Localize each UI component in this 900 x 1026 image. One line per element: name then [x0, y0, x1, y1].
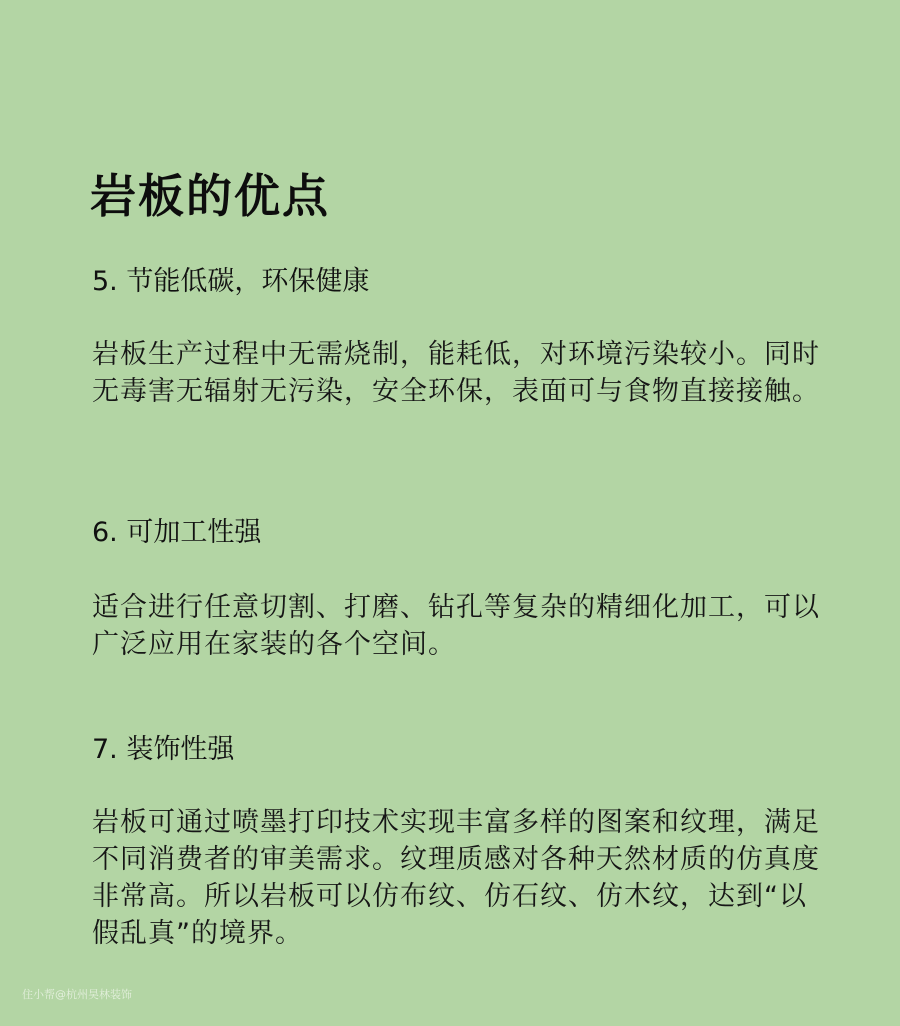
section-heading-energy-saving: 5. 节能低碳，环保健康	[92, 266, 370, 297]
section-body-decorative: 岩板可通过喷墨打印技术实现丰富多样的图案和纹理，满足不同消费者的审美需求。纹理质感对各种天然材质的仿真度非常高。所以岩板可以仿布纹、仿石纹、仿木纹，达到“以假乱真”的境界。	[92, 807, 820, 949]
section-body-energy-saving: 岩板生产过程中无需烧制，能耗低，对环境污染较小。同时无毒害无辐射无污染，安全环保，表面可与食物直接接触。	[92, 339, 820, 407]
section-heading-processability: 6. 可加工性强	[92, 517, 262, 548]
page-title: 岩板的优点	[90, 169, 330, 223]
section-heading-decorative: 7. 装饰性强	[92, 734, 235, 765]
section-body-processability: 适合进行任意切割、打磨、钻孔等复杂的精细化加工，可以广泛应用在家装的各个空间。	[92, 592, 820, 660]
watermark: 住小帮@杭州昊林装饰	[22, 988, 132, 1001]
